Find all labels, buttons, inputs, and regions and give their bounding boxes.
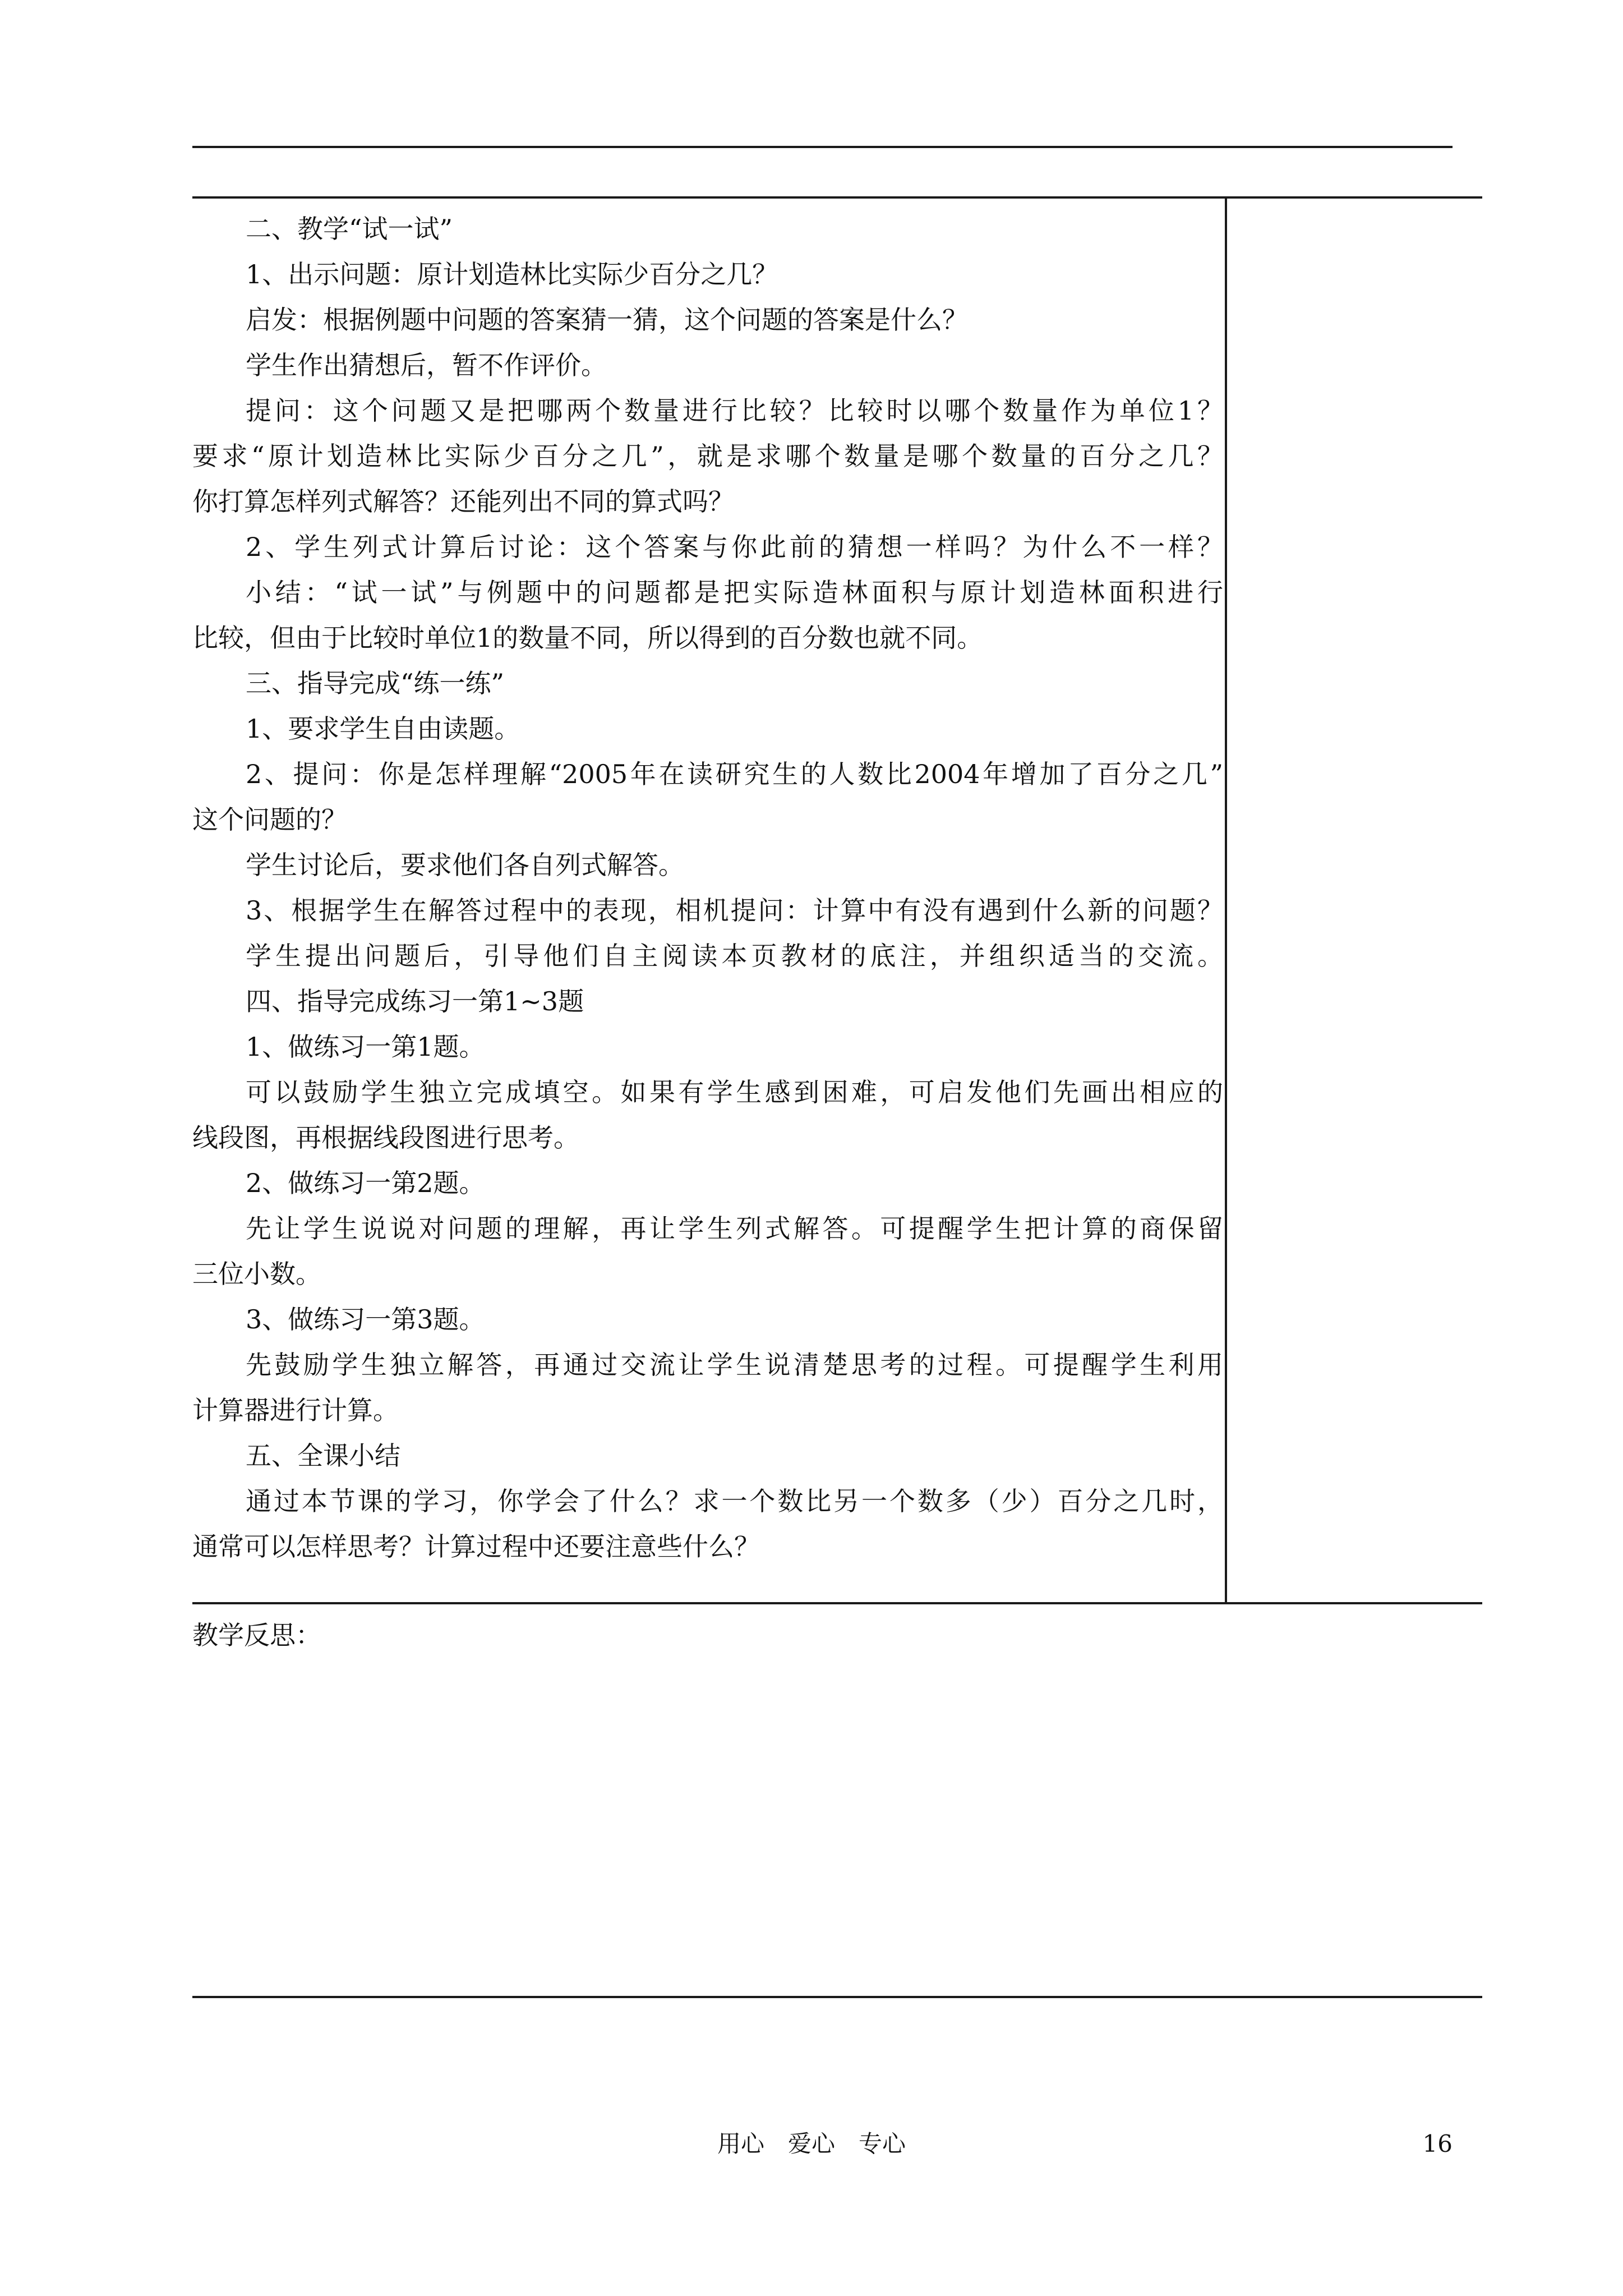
text-line: 可以鼓励学生独立完成填空。如果有学生感到困难，可启发他们先画出相应的 [246, 1077, 1223, 1107]
text-line: 三、指导完成“练一练” [246, 668, 505, 698]
text-line: 提问：这个问题又是把哪两个数量进行比较？比较时以哪个数量作为单位1？ [246, 395, 1223, 426]
text-line: 要求“原计划造林比实际少百分之几”，就是求哪个数量是哪个数量的百分之几？ [192, 441, 1223, 471]
text-line: 1、要求学生自由读题。 [246, 714, 520, 744]
text-line: 计算器进行计算。 [192, 1395, 399, 1425]
text-line: 2、学生列式计算后讨论：这个答案与你此前的猜想一样吗？为什么不一样？ [246, 532, 1223, 562]
text-line: 五、全课小结 [246, 1441, 400, 1471]
header-rule [192, 146, 1453, 148]
table-column-divider [1225, 196, 1227, 1604]
text-line: 1、出示问题：原计划造林比实际少百分之几？ [246, 259, 778, 289]
text-line: 线段图，再根据线段图进行思考。 [192, 1122, 579, 1153]
text-line: 学生提出问题后，引导他们自主阅读本页教材的底注，并组织适当的交流。 [246, 941, 1223, 971]
text-line: 四、指导完成练习一第1~3题 [246, 986, 584, 1016]
text-line: 通常可以怎样思考？计算过程中还要注意些什么？ [192, 1531, 760, 1562]
text-line: 比较，但由于比较时单位1的数量不同，所以得到的百分数也就不同。 [192, 623, 983, 653]
footer-rule [192, 1996, 1482, 1998]
text-line: 2、做练习一第2题。 [246, 1168, 485, 1198]
reflection-label: 教学反思： [192, 1620, 321, 1650]
text-line: 通过本节课的学习，你学会了什么？求一个数比另一个数多（少）百分之几时， [246, 1486, 1223, 1516]
text-line: 学生作出猜想后，暂不作评价。 [246, 350, 607, 380]
text-line: 这个问题的？ [192, 804, 347, 835]
text-line: 2、提问：你是怎样理解“2005年在读研究生的人数比2004年增加了百分之几” [246, 759, 1223, 789]
text-line: 你打算怎样列式解答？还能列出不同的算式吗？ [192, 486, 734, 517]
text-line: 3、做练习一第3题。 [246, 1304, 485, 1335]
text-line: 先鼓励学生独立解答，再通过交流让学生说清楚思考的过程。可提醒学生利用 [246, 1350, 1223, 1380]
text-line: 学生讨论后，要求他们各自列式解答。 [246, 850, 684, 880]
footer-slogan: 用心 爱心 专心 [717, 2130, 906, 2157]
text-line: 先让学生说说对问题的理解，再让学生列式解答。可提醒学生把计算的商保留 [246, 1213, 1223, 1244]
lesson-body [192, 206, 1223, 1570]
table-bottom-border [192, 1602, 1482, 1604]
table-top-border [192, 196, 1482, 199]
text-line: 启发：根据例题中问题的答案猜一猜，这个问题的答案是什么？ [246, 305, 968, 335]
text-line: 二、教学“试一试” [246, 214, 453, 244]
page-number: 16 [1422, 2130, 1453, 2157]
text-line: 小结：“试一试”与例题中的问题都是把实际造林面积与原计划造林面积进行 [246, 577, 1223, 608]
text-line: 3、根据学生在解答过程中的表现，相机提问：计算中有没有遇到什么新的问题？ [246, 895, 1223, 926]
text-line: 1、做练习一第1题。 [246, 1032, 485, 1062]
text-line: 三位小数。 [192, 1259, 321, 1289]
